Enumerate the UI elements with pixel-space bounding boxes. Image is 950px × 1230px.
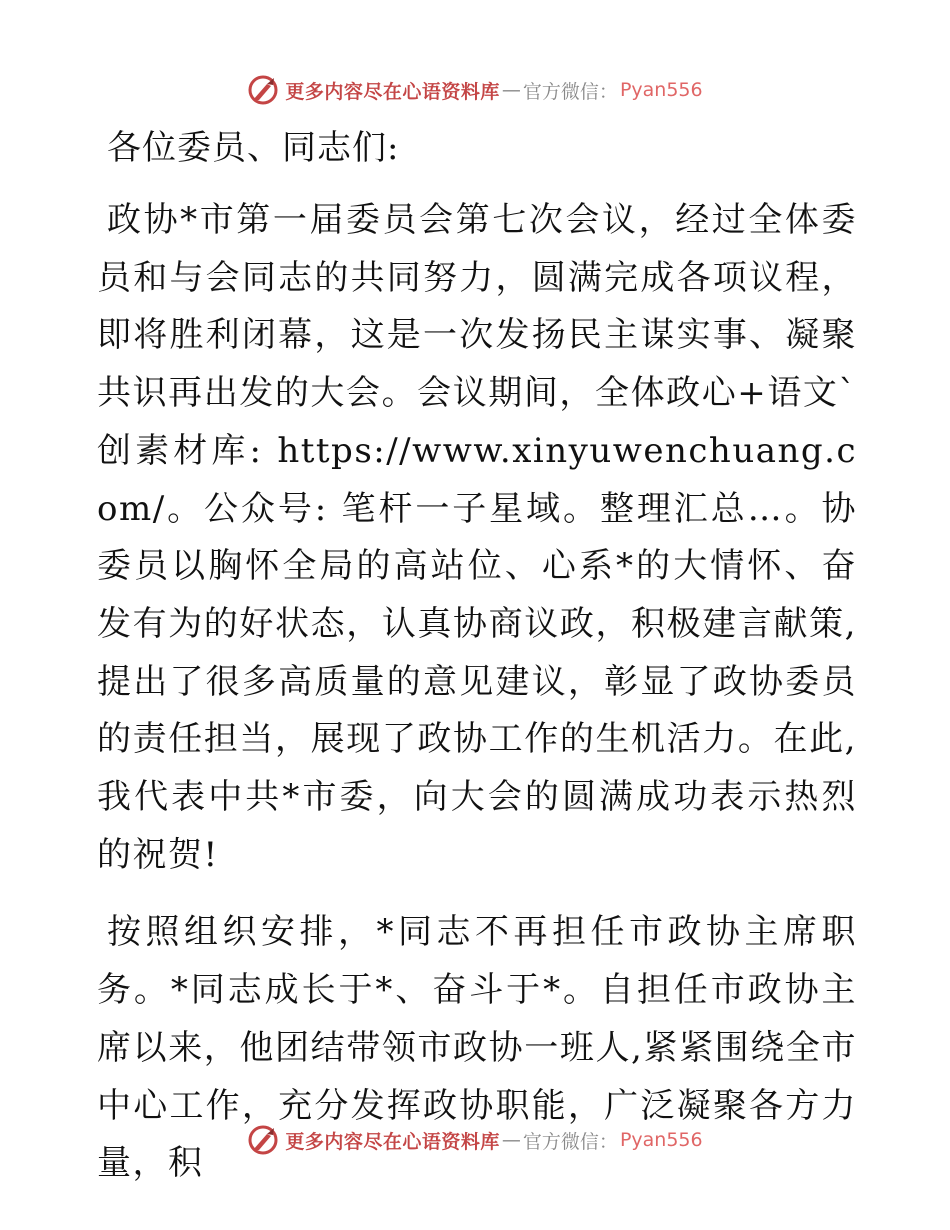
watermark-wechat-id: Pyan556 bbox=[619, 1129, 703, 1151]
paragraph-1: 政协*市第一届委员会第七次会议，经过全体委员和与会同志的共同努力，圆满完成各项议程，即将胜利闭幕，这是一次发扬民主谋实事、凝聚共识再出发的大会。会议期间，全体政心+语文`创素材库: https://www.xinyuwenchuang.com/。公众号: 笔杆一子星域。整理汇总…。协委员以胸怀全局的高站位、心系*的大情怀、奋发有为的好状态，认真协商议政，积极建言献策,提出了很多高质量的意见建议，彰显了政协委员的责任担当，展现了政协工作的生机活力。在此,我代表中共*市委，向大会的圆满成功表示热烈的祝贺! bbox=[97, 200, 857, 875]
watermark-wechat-label: 官方微信： bbox=[522, 80, 618, 103]
footer-watermark bbox=[0, 1120, 950, 1160]
document-body bbox=[97, 124, 857, 1213]
quill-pen-logo-icon bbox=[247, 74, 279, 106]
greeting: 各位委员、同志们: bbox=[107, 128, 400, 168]
watermark-text: 更多内容尽在心语资料库 bbox=[285, 80, 500, 103]
paragraph-2: 按照组织安排，*同志不再担任市政协主席职务。*同志成长于*、奋斗于*。自担任市政协主席以来，他团结带领市政协一班人,紧紧围绕全市中心工作，充分发挥政协职能，广泛凝聚各方力量，积 bbox=[97, 912, 857, 1184]
watermark-separator: — bbox=[501, 79, 521, 101]
watermark-wechat-id: Pyan556 bbox=[619, 79, 703, 101]
header-watermark bbox=[0, 70, 950, 110]
watermark-wechat-label: 官方微信： bbox=[522, 1130, 618, 1153]
watermark-text: 更多内容尽在心语资料库 bbox=[285, 1130, 500, 1153]
watermark-separator: — bbox=[501, 1129, 521, 1151]
quill-pen-logo-icon bbox=[247, 1124, 279, 1156]
